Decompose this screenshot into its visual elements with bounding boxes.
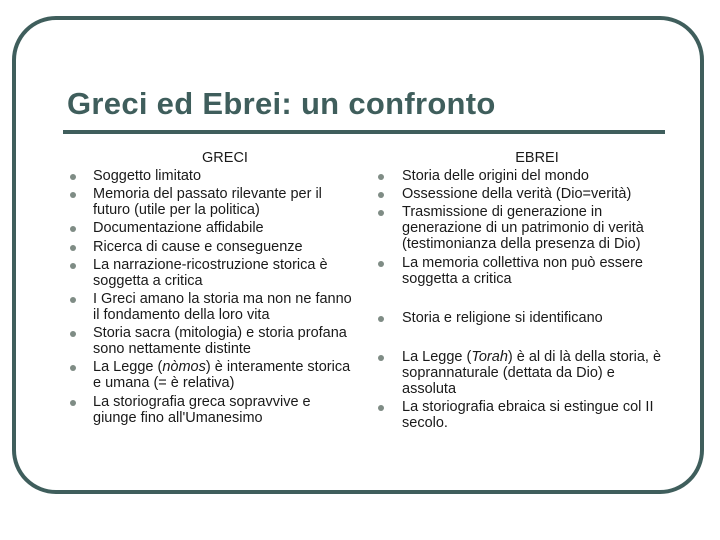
ebrei-column xyxy=(372,150,672,433)
list-item xyxy=(67,220,357,236)
bullet-icon xyxy=(70,400,76,406)
list-item-text: Trasmissione di generazione in generazione di un patrimonio di verità (testimonianza della presenza di Dio) xyxy=(402,204,644,253)
list-item xyxy=(372,186,672,202)
list-item-text: Storia sacra (mitologia) e storia profana sono nettamente distinte xyxy=(93,325,347,358)
list-item xyxy=(67,257,357,289)
list-item-text: Soggetto limitato xyxy=(93,168,202,184)
bullet-icon xyxy=(70,297,76,303)
list-item xyxy=(372,349,672,397)
ebrei-list xyxy=(372,168,672,431)
bullet-icon xyxy=(378,316,384,322)
list-item-emphasis: nòmos xyxy=(162,359,206,376)
bullet-icon xyxy=(70,226,76,232)
list-item-text-before: La Legge ( xyxy=(402,348,472,365)
list-item xyxy=(67,239,357,255)
ebrei-heading: EBREI xyxy=(515,150,559,166)
list-item-text: I Greci amano la storia ma non ne fanno il fondamento della loro vita xyxy=(93,290,352,323)
list-item-text: Ricerca di cause e conseguenze xyxy=(93,238,303,255)
bullet-icon xyxy=(70,192,76,198)
list-item-text: La memoria collettiva non può essere soggetta a critica xyxy=(402,254,643,287)
list-item-text: Ossessione della verità (Dio=verità) xyxy=(402,186,632,203)
list-item xyxy=(372,168,672,184)
list-item-text: Storia e religione si identificano xyxy=(402,309,603,326)
list-item-text: Memoria del passato rilevante per il futuro (utile per la politica) xyxy=(93,186,322,219)
list-item-text: Storia delle origini del mondo xyxy=(402,168,589,184)
greci-heading: GRECI xyxy=(202,150,248,166)
list-item xyxy=(67,168,357,184)
bullet-icon xyxy=(378,210,384,216)
list-item-text: Documentazione affidabile xyxy=(93,220,264,237)
bullet-icon xyxy=(70,174,76,180)
list-item xyxy=(67,291,357,323)
list-item-text-after: ) è al di là della storia, è soprannaturale (dettata da Dio) e assoluta xyxy=(402,348,662,397)
bullet-icon xyxy=(70,365,76,371)
bullet-icon xyxy=(378,355,384,361)
list-item xyxy=(67,186,357,218)
bullet-icon xyxy=(378,261,384,267)
bullet-icon xyxy=(70,245,76,251)
bullet-icon xyxy=(378,174,384,180)
list-item-text: La storiografia greca sopravvive e giunge fino all'Umanesimo xyxy=(93,393,311,426)
list-item-text: La narrazione-ricostruzione storica è soggetta a critica xyxy=(93,256,328,289)
bullet-icon xyxy=(378,192,384,198)
list-item xyxy=(372,204,672,252)
slide-title: Greci ed Ebrei: un confronto xyxy=(67,86,496,121)
list-item-text-after: ) è interamente storica e umana (= è relativa) xyxy=(93,359,351,392)
list-item xyxy=(67,325,357,357)
list-item-text: La storiografia ebraica si estingue col II secolo. xyxy=(402,398,654,431)
title-divider xyxy=(63,130,665,134)
greci-list xyxy=(67,168,357,426)
greci-column xyxy=(67,150,357,428)
bullet-icon xyxy=(70,331,76,337)
list-item xyxy=(67,394,357,426)
bullet-icon xyxy=(378,405,384,411)
list-item xyxy=(372,310,672,326)
list-item xyxy=(372,255,672,287)
list-item xyxy=(372,399,672,431)
bullet-icon xyxy=(70,263,76,269)
list-item-text-before: La Legge ( xyxy=(93,359,163,376)
list-item xyxy=(67,359,357,391)
list-item-emphasis: Torah xyxy=(471,348,508,365)
